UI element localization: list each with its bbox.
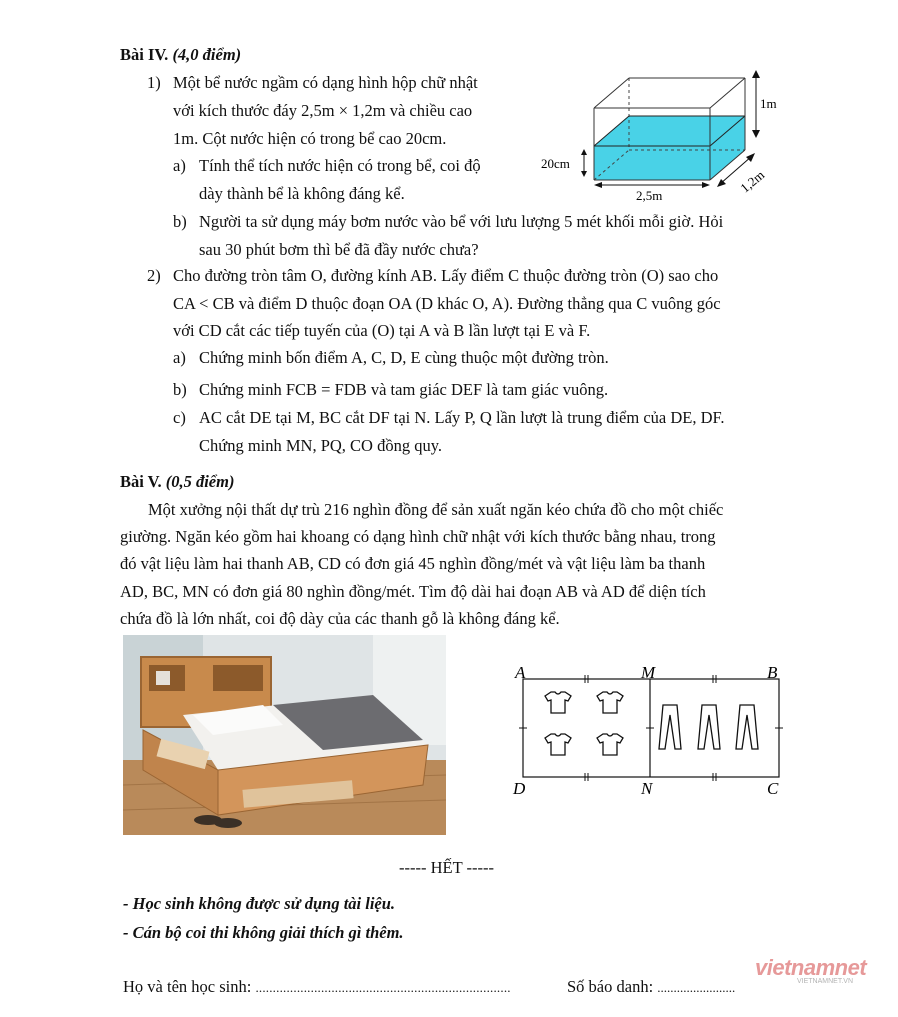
student-id-dots: ........................ bbox=[657, 980, 736, 995]
p2b-number: b) bbox=[173, 380, 187, 399]
p1-line-1: Một bể nước ngầm có dạng hình hộp chữ nhật bbox=[173, 73, 478, 92]
p2c-number: c) bbox=[173, 408, 186, 427]
drawer-diagram bbox=[505, 660, 790, 800]
p2c-line-2: Chứng minh MN, PQ, CO đồng quy. bbox=[199, 436, 443, 455]
p1a-number: a) bbox=[173, 156, 186, 175]
p2b-line-1: Chứng minh FCB = FDB và tam giác DEF là tam giác vuông. bbox=[199, 380, 609, 399]
p1b-line-2: sau 30 phút bơm thì bể đã đầy nước chưa? bbox=[199, 240, 479, 259]
water-volume bbox=[594, 116, 745, 180]
bai5-points: (0,5 điểm) bbox=[165, 472, 235, 491]
p2a-number: a) bbox=[173, 348, 186, 367]
p2-line-3: với CD cắt các tiếp tuyến của (O) tại A và B lần lượt tại E và F. bbox=[173, 321, 591, 340]
bai5-line-4: AD, BC, MN có đơn giá 80 nghìn đồng/mét. Tìm độ dài hai đoạn AB và AD để diện tích bbox=[120, 582, 706, 601]
note-1: - Học sinh không được sử dụng tài liệu. bbox=[123, 894, 396, 913]
drawer-label-D: D bbox=[513, 779, 526, 798]
p2-line-2: CA < CB và điểm D thuộc đoạn OA (D khác O, A). Đường thẳng qua C vuông góc bbox=[173, 294, 721, 313]
tank-water-label: 20cm bbox=[541, 156, 570, 171]
tank-depth-label: 1,2m bbox=[737, 167, 768, 196]
drawer-label-C: C bbox=[767, 779, 779, 798]
student-id-label: Số báo danh: bbox=[567, 977, 654, 996]
tank-height-label: 1m bbox=[760, 96, 777, 111]
student-name-dots: .......................................................................... bbox=[255, 980, 511, 995]
p1-line-2: với kích thước đáy 2,5m × 1,2m và chiều cao bbox=[173, 101, 473, 120]
p1a-line-2: dày thành bể là không đáng kể. bbox=[199, 184, 405, 203]
p1-number: 1) bbox=[147, 73, 161, 92]
drawer-label-B: B bbox=[767, 663, 778, 682]
bai5-line-1: Một xưởng nội thất dự trù 216 nghìn đồng để sản xuất ngăn kéo chứa đồ cho một chiếc bbox=[148, 500, 724, 519]
p2a-line-1: Chứng minh bốn điểm A, C, D, E cùng thuộc một đường tròn. bbox=[199, 348, 609, 367]
p1-line-3: 1m. Cột nước hiện có trong bể cao 20cm. bbox=[173, 129, 447, 148]
p2c-line-1: AC cắt DE tại M, BC cắt DF tại N. Lấy P, Q lần lượt là trung điểm của DE, DF. bbox=[199, 408, 725, 427]
p1b-line-1: Người ta sử dụng máy bơm nước vào bể với lưu lượng 5 mét khối mỗi giờ. Hỏi bbox=[199, 212, 724, 231]
bai4-heading: Bài IV. bbox=[120, 45, 169, 64]
student-name-label: Họ và tên học sinh: bbox=[123, 977, 252, 996]
bai5-line-3: đó vật liệu làm hai thanh AB, CD có đơn giá 45 nghìn đồng/mét và vật liệu làm ba thanh bbox=[120, 554, 706, 573]
end-marker: ----- HẾT ----- bbox=[399, 858, 494, 877]
tank-width-label: 2,5m bbox=[636, 188, 663, 203]
drawer-label-A: A bbox=[515, 663, 526, 682]
drawer-label-M: M bbox=[641, 663, 656, 682]
p1b-number: b) bbox=[173, 212, 187, 231]
watermark-sub: VIETNAMNET.VN bbox=[797, 978, 854, 985]
watermark-brand: vietnamnet bbox=[755, 955, 867, 980]
p2-number: 2) bbox=[147, 266, 161, 285]
bai4-points: (4,0 điểm) bbox=[172, 45, 242, 64]
bai5-line-2: giường. Ngăn kéo gồm hai khoang có dạng hình chữ nhật với kích thước bằng nhau, trong bbox=[120, 527, 716, 546]
drawer-label-N: N bbox=[641, 779, 653, 798]
tank-diagram bbox=[538, 64, 793, 210]
bai5-line-5: chứa đồ là lớn nhất, coi độ dày của các thanh gỗ là không đáng kể. bbox=[120, 609, 560, 628]
p2-line-1: Cho đường tròn tâm O, đường kính AB. Lấy điểm C thuộc đường tròn (O) sao cho bbox=[173, 266, 719, 285]
bai5-heading: Bài V. bbox=[120, 472, 162, 491]
note-2: - Cán bộ coi thi không giải thích gì thêm. bbox=[123, 923, 404, 942]
bed-photo bbox=[123, 635, 446, 835]
p1a-line-1: Tính thể tích nước hiện có trong bể, coi độ bbox=[199, 156, 481, 175]
vietnamnet-logo bbox=[755, 955, 880, 995]
